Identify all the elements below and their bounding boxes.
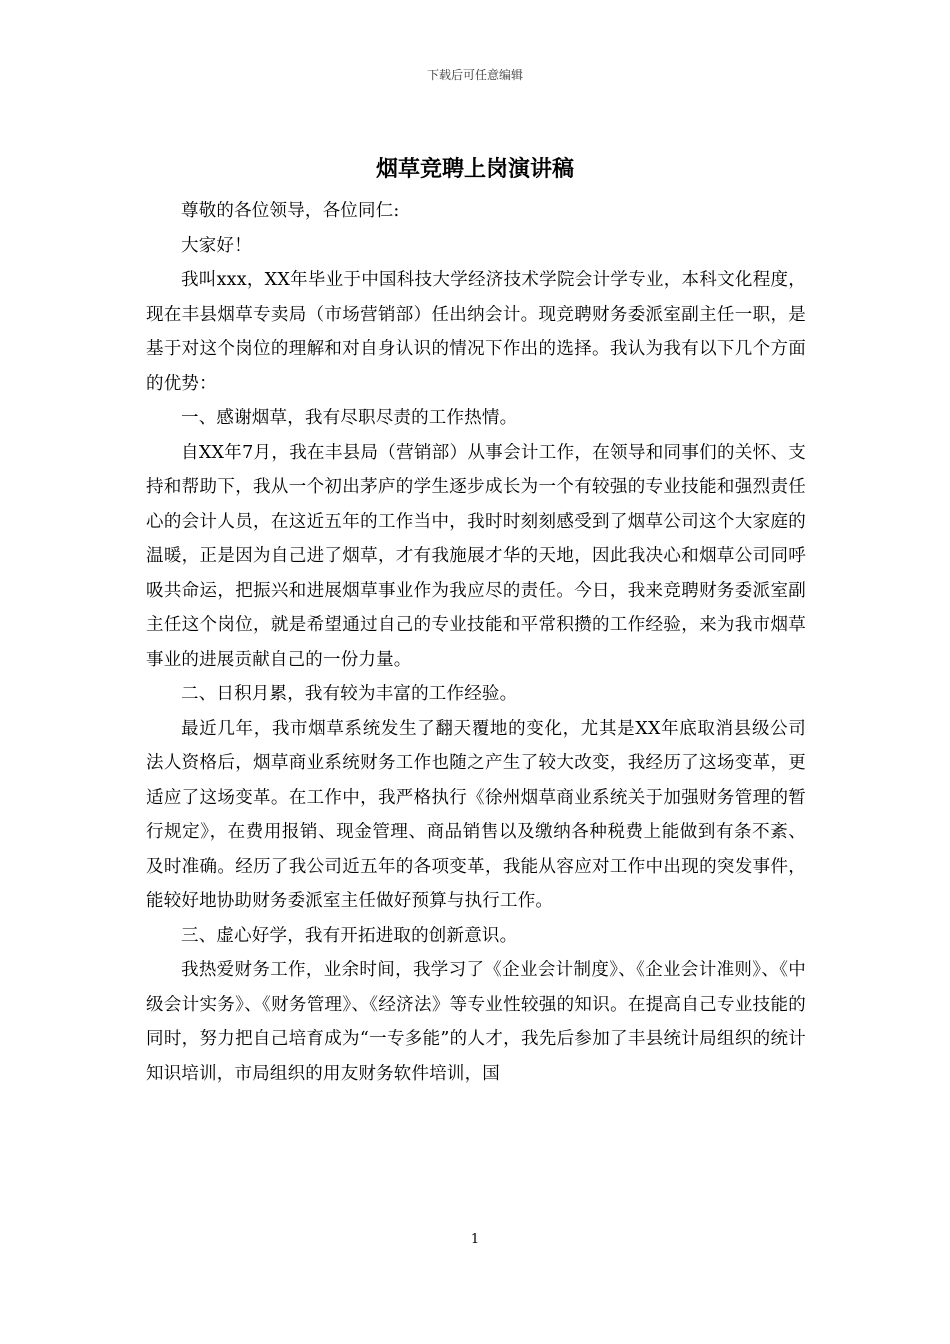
document-title: 烟草竞聘上岗演讲稿 bbox=[375, 156, 574, 182]
section-heading-3: 三、虚心好学，我有开拓进取的创新意识。 bbox=[181, 925, 518, 946]
paragraph-section-1: 自XX年7月，我在丰县局（营销部）从事会计工作，在领导和同事们的关怀、支持和帮助下，我从一个初出茅庐的学生逐步成长为一个有较强的专业技能和强烈责任心的会计人员，在这近五年的工作当中，我时时刻刻感受到了烟草公司这个大家庭的温暖，正是因为自己进了烟草，才有我施展才华的天地，因此我决心和烟草公司同呼吸共命运，把振兴和进展烟草事业作为我应尽的责任。今日，我来竞聘财务委派室副主任这个岗位，就是希望通过自己的专业技能和平常积攒的工作经验，来为我市烟草事业的进展贡献自己的一份力量。 bbox=[146, 442, 806, 670]
section-heading-1: 一、感谢烟草，我有尽职尽责的工作热情。 bbox=[181, 408, 518, 428]
paragraph-section-2: 最近几年，我市烟草系统发生了翻天覆地的变化，尤其是XX年底取消县级公司法人资格后，烟草商业系统财务工作也随之产生了较大改变，我经历了这场变革，更适应了这场变革。在工作中，我严格执行《徐州烟草商业系统关于加强财务管理的暂行规定》，在费用报销、现金管理、商品销售以及缴纳各种税费上能做到有条不紊、及时准确。经历了我公司近五年的各项变革，我能从容应对工作中出现的突发事件，能较好地协助财务委派室主任做好预算与执行工作。 bbox=[146, 718, 806, 911]
page-number: 1 bbox=[470, 1232, 480, 1247]
page-header-note: 下载后可任意编辑 bbox=[426, 68, 523, 82]
salutation: 尊敬的各位领导，各位同仁: bbox=[181, 201, 400, 221]
section-heading-2: 二、日积月累，我有较为丰富的工作经验。 bbox=[181, 684, 518, 704]
paragraph-introduction: 我叫xxx，XX年毕业于中国科技大学经济技术学院会计学专业，本科文化程度，现在丰县烟草专卖局（市场营销部）任出纳会计。现竞聘财务委派室副主任一职，是基于对这个岗位的理解和对自身认识的情况下作出的选择。我认为我有以下几个方面的优势： bbox=[146, 270, 806, 394]
paragraph-section-3: 我热爱财务工作，业余时间，我学习了《企业会计制度》、《企业会计准则》、《中级会计实务》、《财务管理》、《经济法》等专业性较强的知识。在提高自己专业技能的同时，努力把自己培育成为“一专多能”的人才，我先后参加了丰县统计局组织的统计知识培训，市局组织的用友财务软件培训，国 bbox=[146, 960, 806, 1084]
greeting: 大家好！ bbox=[181, 235, 252, 256]
document-body bbox=[146, 194, 806, 1091]
